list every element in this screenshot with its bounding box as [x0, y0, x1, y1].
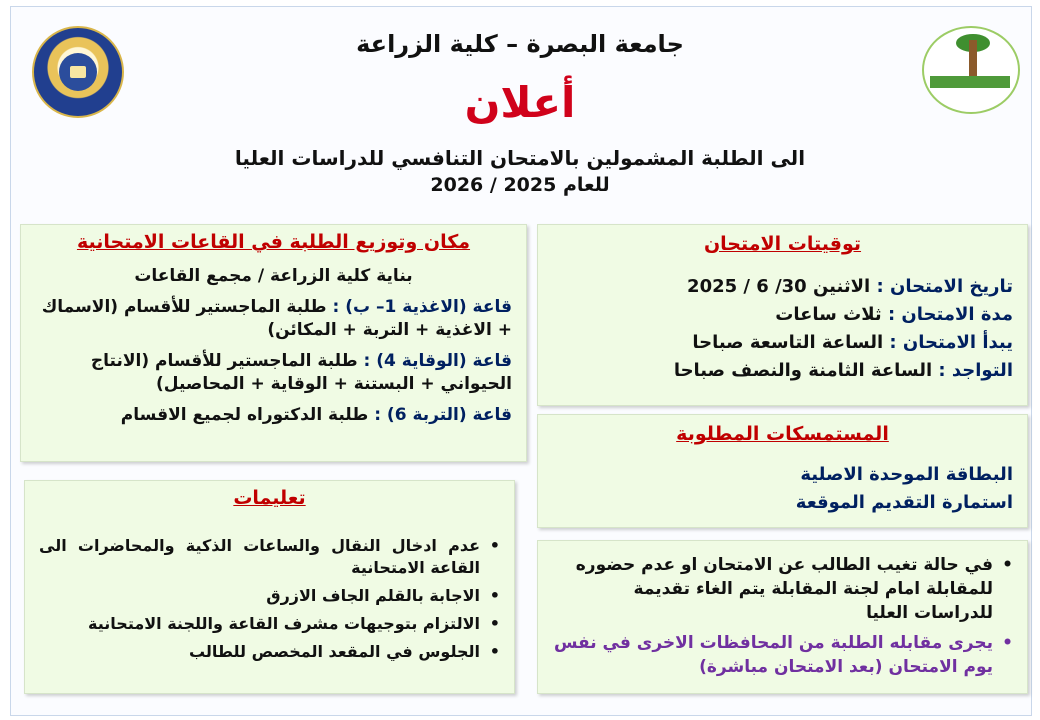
instruction-item: [39, 535, 500, 579]
exam-timing-panel: [537, 224, 1028, 406]
instruction-text: الاجابة بالقلم الجاف الازرق: [266, 586, 480, 605]
exam-duration-value: ثلاث ساعات: [775, 304, 882, 325]
presence-label: التواجد :: [938, 360, 1013, 381]
note-item: [552, 631, 1013, 679]
required-document-item: استمارة التقديم الموقعة: [795, 492, 1013, 513]
required-documents-list: [552, 461, 1013, 517]
bullet-icon: •: [489, 614, 500, 633]
notes-list: [552, 553, 1013, 685]
instruction-text: عدم ادخال النقال والساعات الذكية والمحاضرات الى القاعة الامتحانية: [39, 536, 480, 577]
hall-entry: [35, 350, 512, 396]
hall-entry: [35, 404, 512, 427]
notes-panel: [537, 540, 1028, 694]
bullet-icon: •: [489, 536, 500, 555]
hall-entry: [35, 296, 512, 342]
note-text: يجرى مقابله الطلبة من المحافظات الاخرى في نفس يوم الامتحان (بعد الامتحان مباشرة): [553, 633, 993, 677]
required-documents-panel: [537, 414, 1028, 528]
exam-date-row: [552, 273, 1013, 301]
exam-duration-row: [552, 301, 1013, 329]
hall-description: طلبة الدكتوراه لجميع الاقسام: [120, 405, 369, 425]
hall-name: قاعة (الوقاية 4) :: [363, 351, 512, 371]
exam-timing-title: توقيتات الامتحان: [703, 233, 862, 255]
exam-date-value: الاثنين 30/ 6 / 2025: [687, 276, 871, 297]
bullet-icon: •: [489, 642, 500, 661]
academic-year: للعام 2025 / 2026: [430, 174, 610, 196]
exam-halls-list: [35, 265, 512, 435]
instruction-item: [39, 585, 500, 607]
instruction-item: [39, 641, 500, 663]
instruction-item: [39, 613, 500, 635]
announcement-title: أعلان: [464, 78, 576, 127]
exam-date-label: تاريخ الامتحان :: [876, 276, 1013, 297]
instruction-text: الالتزام بتوجيهات مشرف القاعة واللجنة الامتحانية: [88, 614, 480, 633]
book-icon: [70, 66, 86, 78]
instruction-text: الجلوس في المقعد المخصص للطالب: [188, 642, 480, 661]
bullet-icon: •: [1002, 555, 1013, 575]
required-document-item: البطاقة الموحدة الاصلية: [800, 464, 1013, 485]
bullet-icon: •: [1002, 633, 1013, 653]
exam-halls-title: مكان وتوزيع الطلبة في القاعات الامتحانية: [76, 231, 471, 253]
note-text: في حالة تغيب الطالب عن الامتحان او عدم حضوره للمقابلة امام لجنة المقابلة يتم الغاء تقديمة للدراسات العليا: [575, 555, 993, 623]
target-audience: الى الطلبة المشمولين بالامتحان التنافسي للدراسات العليا: [234, 146, 806, 170]
instructions-list: [39, 535, 500, 669]
hall-name: قاعة (الاغذية 1– ب) :: [332, 297, 512, 317]
hall-description: طلبة الماجستير للأقسام (الاسماك + الاغذية + التربة + المكائن): [41, 297, 512, 340]
exam-halls-panel: [20, 224, 527, 462]
exam-start-row: [552, 329, 1013, 357]
exam-start-value: الساعة التاسعة صباحا: [692, 332, 884, 353]
exam-duration-label: مدة الامتحان :: [887, 304, 1013, 325]
required-documents-title: المستمسكات المطلوبة: [676, 423, 889, 445]
instructions-panel: [24, 480, 515, 694]
exam-start-label: يبدأ الامتحان :: [889, 332, 1013, 353]
building-name: بناية كلية الزراعة / مجمع القاعات: [134, 266, 413, 286]
hall-description: طلبة الماجستير للأقسام (الانتاج الحيواني + البستنة + الوقاية + المحاصيل): [90, 351, 512, 394]
hall-name: قاعة (التربة 6) :: [374, 405, 512, 425]
university-title: جامعة البصرة – كلية الزراعة: [356, 30, 684, 58]
presence-row: [552, 357, 1013, 385]
note-item: [552, 553, 1013, 625]
bullet-icon: •: [489, 586, 500, 605]
exam-timing-lines: [552, 273, 1013, 385]
presence-value: الساعة الثامنة والنصف صباحا: [673, 360, 933, 381]
instructions-title: تعليمات: [233, 487, 306, 509]
